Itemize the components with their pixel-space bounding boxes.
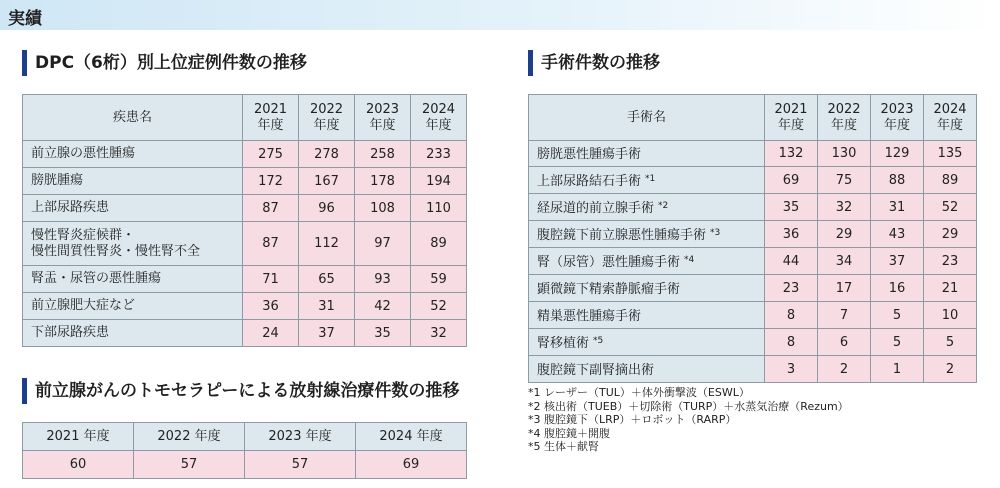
table-row <box>529 141 977 167</box>
dpc-col-disease: 疾患名 <box>23 95 243 141</box>
count-cell: 258 <box>355 141 411 168</box>
count-cell: 129 <box>871 141 924 167</box>
dpc-table <box>22 94 467 347</box>
surgery-col-name: 手術名 <box>529 95 765 141</box>
count-cell: 3 <box>765 356 818 383</box>
footnote-marker: *1 <box>645 173 656 184</box>
dpc-col-year <box>243 95 299 141</box>
count-cell: 88 <box>871 167 924 194</box>
count-cell: 6 <box>818 329 871 356</box>
year-unit: 年度 <box>777 117 804 133</box>
surgery-name-text: 腹腔鏡下前立腺悪性腫瘍手術 <box>537 227 707 243</box>
count-cell: 167 <box>299 168 355 195</box>
count-cell: 24 <box>243 320 299 347</box>
count-cell: 5 <box>924 329 977 356</box>
table-row <box>529 194 977 221</box>
count-cell: 35 <box>355 320 411 347</box>
count-cell: 21 <box>924 275 977 302</box>
count-cell: 172 <box>243 168 299 195</box>
tomo-table <box>22 422 467 479</box>
count-cell: 5 <box>871 329 924 356</box>
count-cell: 87 <box>243 222 299 266</box>
table-row <box>529 275 977 302</box>
year-unit: 年度 <box>936 117 963 133</box>
count-cell: 52 <box>411 293 467 320</box>
count-cell: 29 <box>924 221 977 248</box>
surgery-name <box>529 167 765 194</box>
surgery-col-year <box>924 95 977 141</box>
count-cell: 130 <box>818 141 871 167</box>
surgery-section-title: 手術件数の推移 <box>528 50 660 76</box>
count-cell: 71 <box>243 266 299 293</box>
count-cell: 5 <box>871 302 924 329</box>
year-unit: 年度 <box>425 117 452 133</box>
page-title: 実績 <box>8 9 42 29</box>
table-row <box>529 329 977 356</box>
count-cell: 112 <box>299 222 355 266</box>
count-cell: 57 <box>245 451 356 479</box>
table-row <box>23 222 467 266</box>
footnote: *5 生体＋献腎 <box>528 440 599 453</box>
count-cell: 89 <box>411 222 467 266</box>
count-cell: 43 <box>871 221 924 248</box>
footnote-marker: *5 <box>593 335 604 346</box>
count-cell: 278 <box>299 141 355 168</box>
surgery-name <box>529 329 765 356</box>
tomo-year-header: 2021 年度 <box>23 423 134 451</box>
count-cell: 69 <box>356 451 467 479</box>
footnotes <box>528 386 849 454</box>
count-cell: 32 <box>411 320 467 347</box>
count-cell: 97 <box>355 222 411 266</box>
disease-name: 上部尿路疾患 <box>23 195 243 222</box>
table-row <box>23 195 467 222</box>
dpc-header-row <box>23 95 467 141</box>
table-row <box>529 302 977 329</box>
count-cell: 89 <box>924 167 977 194</box>
count-cell: 37 <box>299 320 355 347</box>
surgery-name-text: 上部尿路結石手術 <box>537 173 642 189</box>
count-cell: 31 <box>871 194 924 221</box>
table-row <box>23 141 467 168</box>
header-band <box>0 0 1000 30</box>
count-cell: 32 <box>818 194 871 221</box>
surgery-name <box>529 194 765 221</box>
footnote-marker: *2 <box>658 200 669 211</box>
count-cell: 108 <box>355 195 411 222</box>
surgery-col-year <box>871 95 924 141</box>
footnote-marker: *4 <box>684 254 695 265</box>
year-label: 2021 <box>253 101 288 117</box>
dpc-col-year <box>299 95 355 141</box>
surgery-col-year <box>765 95 818 141</box>
count-cell: 52 <box>924 194 977 221</box>
count-cell: 93 <box>355 266 411 293</box>
year-label: 2023 <box>365 101 400 117</box>
year-label: 2023 <box>880 101 914 117</box>
disease-name: 膀胱腫瘍 <box>23 168 243 195</box>
count-cell: 59 <box>411 266 467 293</box>
table-row <box>529 221 977 248</box>
surgery-name <box>529 248 765 275</box>
year-label: 2022 <box>309 101 344 117</box>
surgery-name-text: 腹腔鏡下副腎摘出術 <box>537 362 655 378</box>
count-cell: 69 <box>765 167 818 194</box>
surgery-col-year <box>818 95 871 141</box>
table-row <box>23 168 467 195</box>
table-row <box>23 451 467 479</box>
table-row <box>23 293 467 320</box>
tomo-year-header: 2022 年度 <box>134 423 245 451</box>
count-cell: 8 <box>765 302 818 329</box>
surgery-name <box>529 356 765 383</box>
count-cell: 36 <box>243 293 299 320</box>
count-cell: 8 <box>765 329 818 356</box>
year-unit: 年度 <box>313 117 340 133</box>
surgery-name-text: 膀胱悪性腫瘍手術 <box>537 147 642 162</box>
dpc-section-title: DPC（6桁）別上位症例件数の推移 <box>22 50 307 76</box>
year-unit: 年度 <box>257 117 284 133</box>
table-row <box>529 356 977 383</box>
count-cell: 7 <box>818 302 871 329</box>
count-cell: 110 <box>411 195 467 222</box>
tomo-header-row <box>23 423 467 451</box>
table-row <box>23 266 467 293</box>
count-cell: 44 <box>765 248 818 275</box>
year-unit: 年度 <box>830 117 857 133</box>
count-cell: 275 <box>243 141 299 168</box>
count-cell: 87 <box>243 195 299 222</box>
count-cell: 23 <box>924 248 977 275</box>
surgery-name-text: 精巣悪性腫瘍手術 <box>537 308 642 324</box>
count-cell: 16 <box>871 275 924 302</box>
surgery-name-text: 腎移植術 <box>537 335 590 351</box>
year-label: 2021 <box>774 101 808 117</box>
count-cell: 31 <box>299 293 355 320</box>
footnote: *3 腹腔鏡下（LRP）＋ロボット（RARP） <box>528 413 737 426</box>
count-cell: 42 <box>355 293 411 320</box>
table-row <box>529 167 977 194</box>
surgery-name <box>529 275 765 302</box>
year-unit: 年度 <box>369 117 396 133</box>
count-cell: 29 <box>818 221 871 248</box>
year-label: 2022 <box>827 101 861 117</box>
count-cell: 233 <box>411 141 467 168</box>
count-cell: 178 <box>355 168 411 195</box>
count-cell: 36 <box>765 221 818 248</box>
disease-name: 腎盂・尿管の悪性腫瘍 <box>23 266 243 293</box>
disease-name: 下部尿路疾患 <box>23 320 243 347</box>
count-cell: 2 <box>924 356 977 383</box>
count-cell: 135 <box>924 141 977 167</box>
tomo-year-header: 2024 年度 <box>356 423 467 451</box>
count-cell: 60 <box>23 451 134 479</box>
count-cell: 57 <box>134 451 245 479</box>
footnote: *1 レーザー（TUL）＋体外衝撃波（ESWL） <box>528 386 750 399</box>
surgery-header-row <box>529 95 977 141</box>
tomo-year-header: 2023 年度 <box>245 423 356 451</box>
count-cell: 17 <box>818 275 871 302</box>
count-cell: 96 <box>299 195 355 222</box>
count-cell: 1 <box>871 356 924 383</box>
year-label: 2024 <box>421 101 456 117</box>
surgery-name-text: 経尿道的前立腺手術 <box>537 200 655 216</box>
year-unit: 年度 <box>883 117 910 133</box>
year-label: 2024 <box>933 101 967 117</box>
footnote-marker: *3 <box>710 227 721 238</box>
surgery-name <box>529 141 765 167</box>
count-cell: 2 <box>818 356 871 383</box>
count-cell: 75 <box>818 167 871 194</box>
surgery-table <box>528 94 977 383</box>
tomo-section-title: 前立腺がんのトモセラピーによる放射線治療件数の推移 <box>22 378 459 404</box>
count-cell: 35 <box>765 194 818 221</box>
dpc-col-year <box>411 95 467 141</box>
count-cell: 34 <box>818 248 871 275</box>
disease-name: 前立腺肥大症など <box>23 293 243 320</box>
surgery-name <box>529 302 765 329</box>
disease-name: 前立腺の悪性腫瘍 <box>23 141 243 168</box>
count-cell: 194 <box>411 168 467 195</box>
count-cell: 65 <box>299 266 355 293</box>
table-row <box>23 320 467 347</box>
surgery-name-text: 顕微鏡下精索静脈瘤手術 <box>537 281 681 297</box>
count-cell: 37 <box>871 248 924 275</box>
count-cell: 10 <box>924 302 977 329</box>
surgery-name <box>529 221 765 248</box>
disease-name: 慢性腎炎症候群・ 慢性間質性腎炎・慢性腎不全 <box>23 222 243 266</box>
footnote: *2 核出術（TUEB）＋切除術（TURP）＋水蒸気治療（Rezum） <box>528 399 849 413</box>
count-cell: 132 <box>765 141 818 167</box>
table-row <box>529 248 977 275</box>
footnote: *4 腹腔鏡＋開腹 <box>528 426 610 440</box>
count-cell: 23 <box>765 275 818 302</box>
surgery-name-text: 腎（尿管）悪性腫瘍手術 <box>537 254 681 270</box>
dpc-col-year <box>355 95 411 141</box>
